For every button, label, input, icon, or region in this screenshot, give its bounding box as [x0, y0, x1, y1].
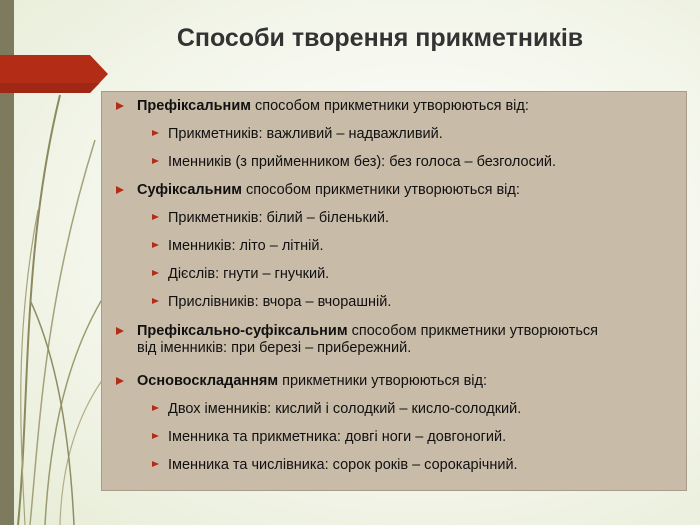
list-item [168, 457, 648, 474]
item-text: прикметники утворюються від: [278, 373, 487, 389]
list-item [168, 266, 648, 283]
item-bold-term: Основоскладанням [137, 373, 279, 389]
bullet-arrow-icon [116, 186, 124, 194]
list-item [168, 429, 648, 446]
item-bold-term: Префіксальним [137, 98, 251, 114]
item-text: способом прикметники утворюються від: [241, 182, 520, 198]
list-item [137, 98, 607, 115]
item-text: Прикметників: білий – біленький. [168, 210, 390, 226]
bullet-arrow-icon [116, 327, 124, 335]
bullet-arrow-icon [152, 242, 159, 248]
bullet-arrow-icon [152, 461, 159, 467]
list-item [168, 238, 648, 255]
item-text: способом прикметники утворюються від іменників: при березі – прибережний. [137, 323, 599, 356]
bullet-arrow-icon [152, 298, 159, 304]
title-ribbon [0, 55, 108, 93]
item-bold-term: Префіксально-суфіксальним [137, 323, 348, 339]
list-item [168, 401, 648, 418]
item-text: Двох іменників: кислий і солодкий – кисло-солодкий. [168, 401, 522, 417]
item-text: Іменників (з прийменником без): без голоса – безголосий. [168, 154, 557, 170]
content-box [101, 91, 687, 491]
list-item [168, 154, 648, 171]
item-text: Прикметників: важливий – надважливий. [168, 126, 443, 142]
bullet-arrow-icon [152, 405, 159, 411]
item-text: Прислівників: вчора – вчорашній. [168, 294, 392, 310]
item-text: Іменника та числівника: сорок років – сорокарічний. [168, 457, 518, 473]
list-item [137, 323, 607, 357]
list-item [137, 182, 607, 199]
bullet-arrow-icon [116, 377, 124, 385]
list-item [137, 373, 607, 390]
bullet-arrow-icon [152, 214, 159, 220]
item-text: Іменників: літо – літній. [168, 238, 324, 254]
bullet-arrow-icon [152, 433, 159, 439]
item-text: способом прикметники утворюються від: [250, 98, 529, 114]
item-text: Дієслів: гнути – гнучкий. [168, 266, 330, 282]
bullet-arrow-icon [152, 270, 159, 276]
slide-title: Способи творення прикметників [176, 24, 584, 52]
item-text: Іменника та прикметника: довгі ноги – довгоногий. [168, 429, 507, 445]
list-item [168, 126, 648, 143]
list-item [168, 210, 648, 227]
bullet-arrow-icon [116, 102, 124, 110]
item-bold-term: Суфіксальним [137, 182, 242, 198]
list-item [168, 294, 648, 311]
bullet-arrow-icon [152, 158, 159, 164]
bullet-arrow-icon [152, 130, 159, 136]
